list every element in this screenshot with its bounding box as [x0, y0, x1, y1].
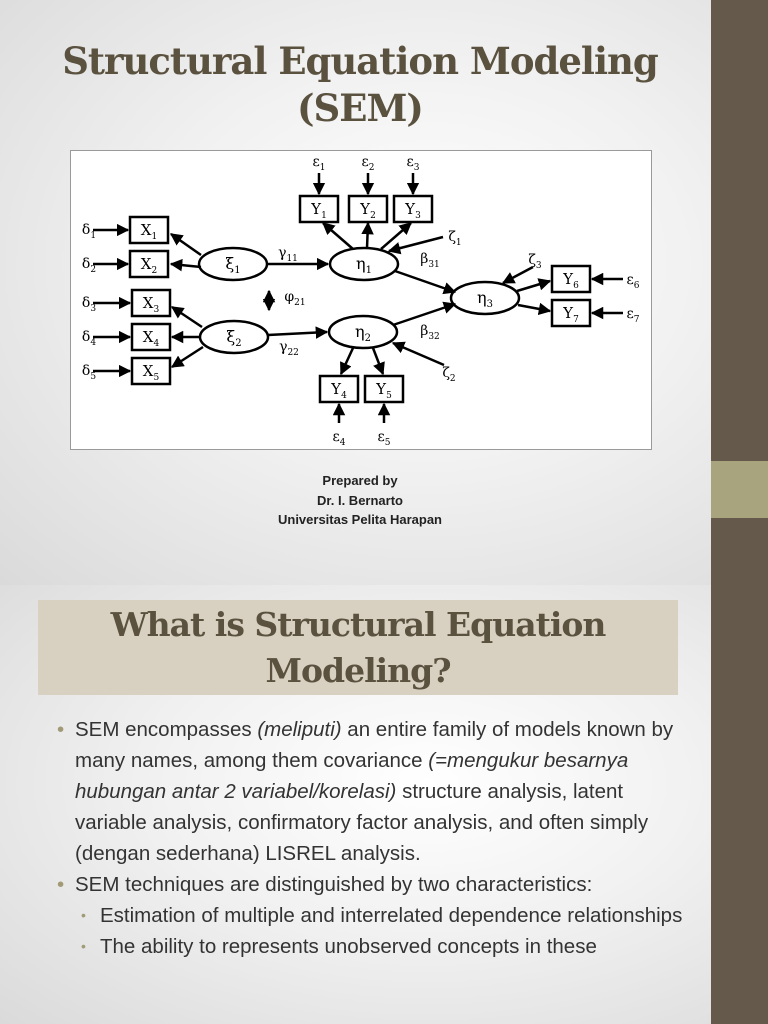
path-label-φ21: $\varphi_{21}$: [284, 289, 306, 308]
error-epsilon-5: $\varepsilon_5$: [377, 429, 391, 448]
loading-arrow: [518, 305, 550, 311]
credit-institution: Universitas Pelita Harapan: [277, 512, 443, 527]
loading-arrow: [367, 223, 368, 248]
path-label-γ11: $\gamma_{11}$: [278, 245, 298, 264]
loading-arrow: [323, 223, 353, 249]
error-epsilon-2: $\varepsilon_2$: [361, 154, 375, 173]
path-label-β31: $\beta_{31}$: [420, 251, 440, 270]
bullet-item: [55, 714, 695, 869]
indicator-y6-label: $Y_6$: [563, 270, 579, 291]
slide-2-title: [38, 602, 678, 694]
disturbance-arrow: [389, 237, 443, 251]
bullet-text: structure analysis, latent variable analysis, confirmatory factor analysis, and often simply (dengan sederhana) LISREL analysis.: [75, 780, 649, 865]
path-label-β32: $\beta_{32}$: [420, 323, 440, 342]
error-epsilon-1: $\varepsilon_1$: [312, 154, 326, 173]
bullet-item: [55, 869, 695, 900]
bullet-text: SEM techniques are distinguished by two characteristics:: [75, 873, 593, 896]
loading-arrow: [171, 264, 201, 267]
path-beta-32: [393, 304, 455, 325]
disturbance-arrow: [393, 343, 444, 365]
path-gamma-22: [268, 332, 327, 335]
path-beta-31: [395, 271, 455, 292]
indicator-x5-label: $X_5$: [142, 362, 160, 383]
error-epsilon-6: $\varepsilon_6$: [626, 272, 640, 291]
slide-2-title-line-2: Modeling?: [265, 651, 451, 690]
latent-xi2-label: $\xi_2$: [226, 327, 242, 349]
latent-xi1-label: $\xi_1$: [225, 254, 241, 276]
sem-diagram-svg: [71, 151, 651, 449]
bullet-dot-icon: •: [57, 873, 65, 896]
title-line-2: (SEM): [297, 86, 423, 130]
latent-eta2-label: $\eta_2$: [355, 322, 371, 344]
indicator-y1-label: $Y_1$: [311, 200, 327, 221]
bullet-dot-icon: •: [81, 907, 86, 923]
error-epsilon-4: $\varepsilon_4$: [332, 429, 346, 448]
sub-bullet-item: [55, 900, 695, 931]
error-epsilon-3: $\varepsilon_3$: [406, 154, 420, 173]
error-delta-4: $\delta_4$: [81, 329, 97, 348]
indicator-x1-label: $X_1$: [140, 221, 158, 242]
disturbance-zeta-1: $\zeta_1$: [448, 229, 462, 248]
sub-bullet-item: [55, 931, 695, 962]
sub-bullet-text: Estimation of multiple and interrelated dependence relationships: [100, 904, 683, 927]
sidebar-accent-block: [711, 461, 768, 518]
sub-bullet-text: The ability to represents unobserved concepts in these: [100, 935, 597, 958]
path-label-γ22: $\gamma_{22}$: [279, 339, 299, 358]
bullet-dot-icon: •: [81, 938, 86, 954]
slide-2: [0, 585, 711, 1024]
disturbance-zeta-3: $\zeta_3$: [528, 252, 542, 271]
indicator-y7-label: $Y_7$: [563, 304, 579, 325]
indicator-x3-label: $X_3$: [142, 294, 160, 315]
indicator-x4-label: $X_4$: [142, 328, 160, 349]
indicator-x2-label: $X_2$: [140, 255, 158, 276]
bullet-text: an entire family of models known by many names, among them covariance: [75, 718, 674, 772]
indicator-y5-label: $Y_5$: [376, 380, 392, 401]
bullet-text-italic: (=mengukur besarnya hubungan antar 2 variabel/korelasi): [75, 749, 629, 803]
loading-arrow: [341, 348, 353, 374]
loading-arrow: [171, 234, 201, 255]
credit-prepared-by: Prepared by: [322, 473, 398, 488]
sem-path-diagram: [70, 150, 652, 450]
loading-arrow: [172, 347, 203, 367]
bullet-dot-icon: •: [57, 718, 65, 741]
bullet-text-italic: (meliputi): [257, 718, 342, 741]
error-delta-2: $\delta_2$: [81, 256, 97, 275]
title-line-1: Structural Equation Modeling: [62, 39, 658, 83]
bullet-list: [55, 714, 695, 962]
disturbance-zeta-2: $\zeta_2$: [442, 365, 456, 384]
latent-eta1-label: $\eta_1$: [356, 254, 372, 276]
loading-arrow: [373, 348, 383, 374]
loading-arrow: [517, 281, 550, 291]
indicator-y2-label: $Y_2$: [360, 200, 376, 221]
loading-arrow: [381, 223, 411, 249]
bullet-text: SEM encompasses: [75, 718, 258, 741]
slide-title: [0, 38, 711, 132]
indicator-y4-label: $Y_4$: [331, 380, 347, 401]
error-delta-3: $\delta_3$: [81, 295, 97, 314]
credit-author: Dr. I. Bernarto: [317, 492, 403, 508]
error-epsilon-7: $\varepsilon_7$: [626, 306, 640, 325]
loading-arrow: [172, 307, 202, 327]
slide-2-title-line-1: What is Structural Equation: [110, 605, 606, 644]
latent-eta3-label: $\eta_3$: [477, 288, 493, 310]
error-delta-1: $\delta_1$: [81, 222, 97, 241]
error-delta-5: $\delta_5$: [81, 363, 97, 382]
indicator-y3-label: $Y_3$: [405, 200, 421, 221]
disturbance-arrow: [503, 267, 533, 283]
credits-block: [0, 471, 711, 530]
